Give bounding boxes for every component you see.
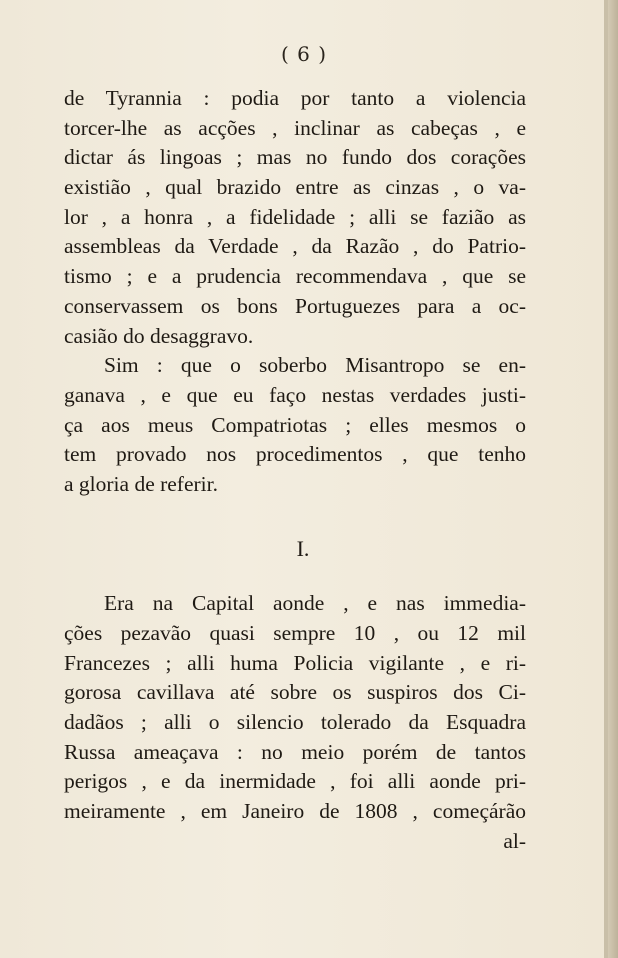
text-line: Francezes ; alli huma Policia vigilante , e ri- <box>64 650 526 675</box>
text-line: ções pezavão quasi sempre 10 , ou 12 mil <box>64 621 526 645</box>
text-line: existião , qual brazido entre as cinzas , o va- <box>64 175 526 200</box>
body-text <box>64 84 526 857</box>
catchword: al- <box>503 828 526 853</box>
paragraph-3 <box>64 589 526 827</box>
paragraph-1 <box>64 84 526 351</box>
page-edge <box>608 0 618 958</box>
text-line: ganava , e que eu faço nestas verdades justi- <box>64 382 526 407</box>
section-heading: I. <box>296 535 310 561</box>
text-line: Sim : que o soberbo Misantropo se en- <box>104 353 526 378</box>
text-line: tem provado nos procedimentos , que tenho <box>64 442 526 467</box>
text-line: torcer-lhe as acções , inclinar as cabeças , e <box>64 115 526 140</box>
page-number: ( 6 ) <box>280 42 328 66</box>
text-line: Era na Capital aonde , e nas immedia- <box>104 591 526 616</box>
text-line: meiramente , em Janeiro de 1808 , começárão <box>64 799 526 824</box>
text-line: a gloria de referir. <box>64 471 218 496</box>
text-line: lor , a honra , a fidelidade ; alli se fazião as <box>64 204 526 229</box>
text-line: ça aos meus Compatriotas ; elles mesmos o <box>64 412 526 437</box>
text-line: perigos , e da inermidade , foi alli aonde pri- <box>64 769 526 794</box>
paragraph-2 <box>64 351 526 499</box>
text-line: assembleas da Verdade , da Razão , do Patrio- <box>64 234 526 259</box>
text-line: casião do desaggravo. <box>64 323 254 348</box>
text-line: de Tyrannia : podia por tanto a violencia <box>64 86 526 110</box>
text-line: tismo ; e a prudencia recommendava , que se <box>64 264 526 289</box>
text-line: Russa ameaçava : no meio porém de tantos <box>64 739 526 764</box>
text-line: conservassem os bons Portuguezes para a oc- <box>64 293 526 318</box>
text-line: gorosa cavillava até sobre os suspiros dos Ci- <box>64 680 526 705</box>
text-line: dictar ás lingoas ; mas no fundo dos corações <box>64 145 526 170</box>
text-line: dadãos ; alli o silencio tolerado da Esquadra <box>64 710 526 735</box>
